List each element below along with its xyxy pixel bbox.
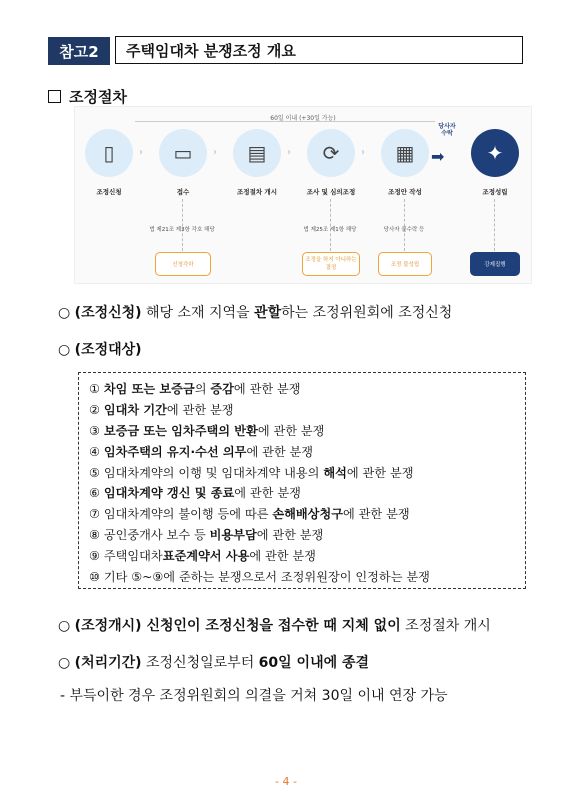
page-title: 주택임대차 분쟁조정 개요: [115, 36, 523, 64]
paragraph-application: [58, 302, 452, 322]
line-head: (조정신청): [74, 305, 142, 321]
item-text: 임대차계약의 불이행 등에 따른: [103, 507, 273, 522]
item-bold: 증감: [210, 382, 234, 396]
item-text: 에 관한 분쟁: [257, 423, 325, 438]
item-number: ⑧: [89, 528, 100, 543]
chevron-icon: ›: [287, 147, 291, 158]
step-label: 조정신청: [96, 188, 122, 196]
chevron-icon: ›: [139, 147, 143, 158]
refresh-icon: ⟳: [307, 129, 355, 177]
caption-line: [135, 121, 435, 122]
arrow-right-icon: ➡: [431, 147, 445, 166]
header: [48, 36, 523, 66]
step-label: 접수: [176, 188, 190, 196]
outcome-pill: 조정 불성립: [378, 252, 432, 276]
item-text: 임대차계약의 이행 및 임대차계약 내용의: [103, 465, 324, 480]
item-bold: 임대차 기간: [103, 402, 167, 417]
paragraph-extension: - 부득이한 경우 조정위원회의 의결을 거쳐 30일 이내 연장 가능: [60, 688, 448, 704]
condition-note: 법 제25조 제1항 해당: [303, 227, 357, 233]
line-emphasis: 신청인이 조정신청을 접수한 때 지체 없이: [141, 618, 401, 634]
item-text: 의: [194, 382, 211, 396]
line-emphasis: 관할: [254, 305, 282, 321]
item-number: ⑤: [89, 465, 100, 480]
bullet-circle: ○: [58, 618, 75, 634]
item-bold: 보증금 또는 임차주택의 반환: [103, 423, 258, 438]
item-text: 에 관한 분쟁: [166, 402, 234, 417]
handshake-icon: ✦: [471, 129, 519, 177]
line-head: (조정개시): [74, 618, 142, 634]
bullet-circle: ○: [58, 655, 75, 671]
item-text: 주택임대차: [103, 549, 163, 564]
condition-note: 당사자 불수락 등: [383, 227, 425, 233]
clipboard-icon: ▦: [381, 129, 429, 177]
step-label: 조정성립: [482, 188, 508, 196]
document-icon: ▯: [85, 129, 133, 177]
item-number: ⑦: [89, 507, 100, 522]
item-bold: 비용부담: [209, 528, 257, 543]
item-text: 에 관한 분쟁: [256, 528, 324, 543]
step-label: 조정절차 개시: [237, 188, 277, 196]
acceptance-label: 당사자 수락: [438, 123, 456, 137]
page-number: - 4 -: [275, 775, 297, 788]
line-head: (조정대상): [74, 342, 142, 358]
step-label: 조사 및 심의조정: [306, 188, 356, 196]
line-text: 조정절차 개시: [400, 618, 491, 634]
checkbox-square-icon: [48, 90, 61, 103]
list-item: [89, 463, 525, 484]
item-number: ⑥: [89, 486, 100, 501]
item-bold: 해석: [323, 465, 347, 480]
paragraph-target: [58, 339, 142, 359]
item-text: 에 관한 분쟁: [249, 549, 316, 564]
item-bold: 손해배상청구: [272, 507, 343, 522]
item-bold: 임대차계약 갱신 및 종료: [103, 486, 235, 501]
item-bold: 임차주택의 유지·수선 의무: [103, 444, 247, 459]
chevron-icon: ›: [213, 147, 217, 158]
folder-icon: ▤: [233, 129, 281, 177]
bullet-circle: ○: [58, 305, 75, 321]
list-item: [89, 421, 525, 442]
item-text: 에 관한 분쟁: [246, 444, 314, 459]
outcome-pill: 조정을 하지 아니하는 결정: [302, 252, 360, 276]
list-item: [89, 567, 525, 588]
reference-tag: 참고2: [48, 37, 110, 65]
list-item: [89, 379, 525, 400]
item-number: ④: [89, 444, 100, 459]
section-heading: [48, 86, 127, 107]
line-text: 하는 조정위원회에 조정신청: [281, 305, 453, 321]
line-text: 해당 소재 지역을: [141, 305, 255, 321]
item-number: ①: [89, 382, 100, 396]
paragraph-start: [58, 615, 491, 635]
line-text: 조정신청일로부터: [141, 655, 259, 671]
item-text: 에 관한 분쟁: [233, 382, 301, 396]
item-text: 에 관한 분쟁: [343, 507, 410, 522]
list-item: [89, 504, 525, 525]
monitor-icon: ▭: [159, 129, 207, 177]
item-text: 에 관한 분쟁: [346, 465, 414, 480]
paragraph-period: [58, 652, 369, 672]
line-emphasis: 60일 이내에 종결: [258, 655, 370, 671]
process-diagram: [74, 106, 532, 284]
chevron-icon: ›: [361, 147, 365, 158]
step-label: 조정안 작성: [388, 188, 422, 196]
list-item: [89, 400, 525, 421]
item-number: ⑩: [89, 570, 100, 585]
condition-note: 법 제21조 제3항 각호 해당: [149, 227, 215, 233]
list-item: [89, 483, 525, 504]
item-bold: 표준계약서 사용: [162, 549, 250, 564]
item-text: 기타 ⑤~⑨에 준하는 분쟁으로서 조정위원장이 인정하는 분쟁: [103, 570, 430, 585]
item-bold: 차임 또는 보증금: [103, 382, 195, 396]
dispute-list: [78, 372, 526, 589]
outcome-pill: 신청각하: [155, 252, 211, 276]
line-head: (처리기간): [74, 655, 142, 671]
list-item: [89, 525, 525, 546]
item-number: ⑨: [89, 549, 100, 564]
diagram-caption: 60일 이내 (+30일 가능): [270, 115, 336, 122]
item-number: ②: [89, 402, 100, 417]
connector-line: [494, 199, 495, 251]
outcome-pill: 강제집행: [470, 252, 520, 276]
list-item: [89, 546, 525, 567]
item-number: ③: [89, 423, 100, 438]
item-text: 공인중개사 보수 등: [103, 528, 210, 543]
section-title: 조정절차: [69, 88, 127, 106]
bullet-circle: ○: [58, 342, 75, 358]
list-item: [89, 442, 525, 463]
item-text: 에 관한 분쟁: [234, 486, 301, 501]
